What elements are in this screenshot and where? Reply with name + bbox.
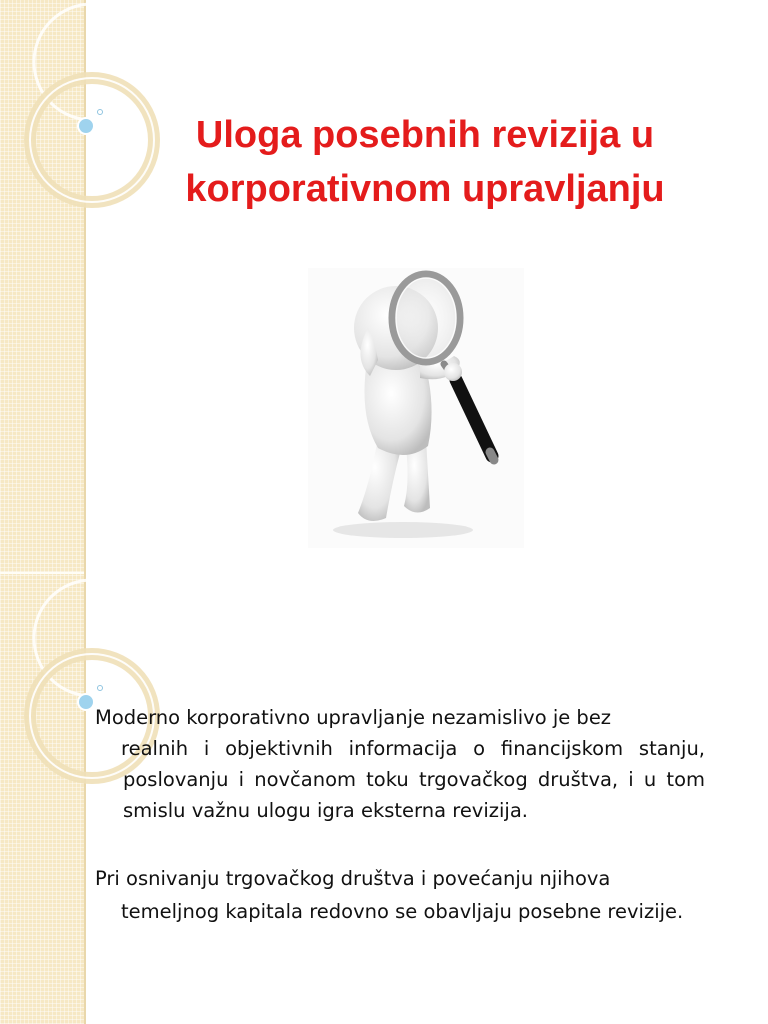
slide-title xyxy=(110,108,740,216)
decorative-rings-icon xyxy=(0,576,110,816)
paragraph-2-first-line: Pri osnivanju trgovačkog društva i povećanju njihova xyxy=(95,867,611,890)
slide-divider xyxy=(0,572,84,574)
magnifying-glass-figure-icon xyxy=(308,268,524,548)
paragraph-external-audit xyxy=(97,702,705,826)
paragraph-1-first-line: Moderno korporativno upravljanje nezamislivo je bez xyxy=(95,706,612,729)
title-line-1: Uloga posebnih revizija u xyxy=(195,114,655,156)
title-line-2: korporativnom upravljanju xyxy=(185,168,665,210)
decorative-rings-icon xyxy=(0,0,110,240)
paragraph-1-rest: realnih i objektivnih informacija o financijskom stanju, poslovanju i novčanom toku trgovačkog društva, i u tom smislu važnu ulogu igra eksterna revizija. xyxy=(121,737,705,822)
illustration xyxy=(308,268,524,548)
paragraph-special-audits xyxy=(97,862,705,928)
paragraph-2-rest: temeljnog kapitala redovno se obavljaju posebne revizije. xyxy=(121,900,684,923)
